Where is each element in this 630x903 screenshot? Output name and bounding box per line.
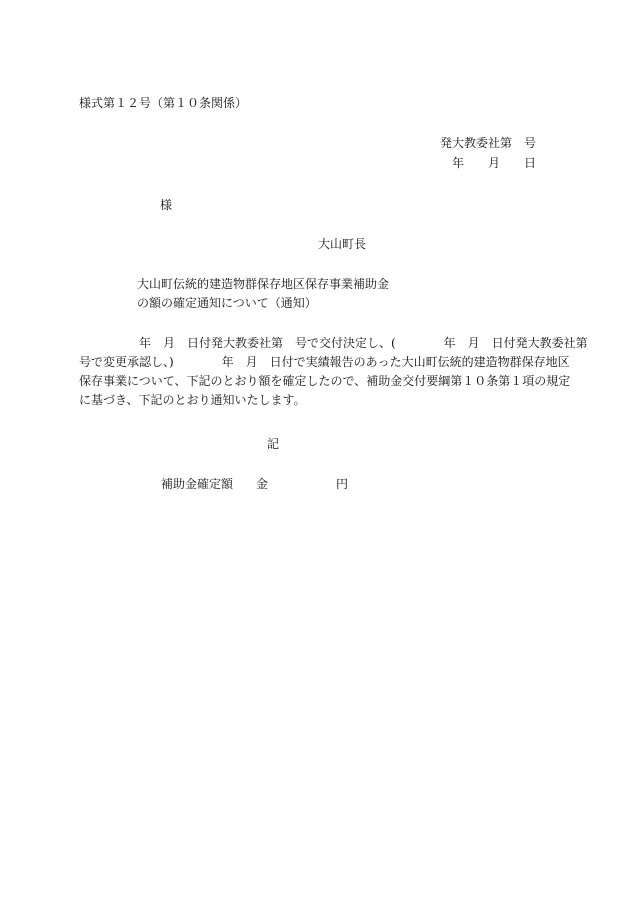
amount-yen: 円	[336, 477, 349, 491]
subject-line-1: 大山町伝統的建造物群保存地区保存事業補助金	[137, 277, 390, 291]
body-line-4: に基づき、下記のとおり通知いたします。	[79, 393, 306, 407]
issue-date: 年 月 日	[452, 156, 537, 170]
body-line-2: 号で変更承認し、) 年 月 日付で実績報告のあった大山町伝統的建造物群保存地区	[79, 355, 570, 369]
form-number: 様式第１２号（第１０条関係）	[79, 96, 248, 110]
body-paragraph	[79, 336, 588, 413]
amount-kin: 金	[256, 477, 269, 491]
issue-number: 発大教委社第 号	[440, 136, 537, 150]
amount-label: 補助金確定額	[161, 477, 234, 491]
ki-heading: 記	[267, 437, 280, 451]
subject-line-2: の額の確定通知について（通知）	[137, 296, 317, 310]
addressee-sama: 様	[160, 198, 173, 212]
body-line-3: 保存事業について、下記のとおり額を確定したので、補助金交付要綱第１０条第１項の規定	[79, 374, 571, 388]
sender-name: 大山町長	[318, 237, 367, 251]
body-line-1: 年 月 日付発大教委社第 号で交付決定し、( 年 月 日付発大教委社第	[79, 336, 588, 350]
